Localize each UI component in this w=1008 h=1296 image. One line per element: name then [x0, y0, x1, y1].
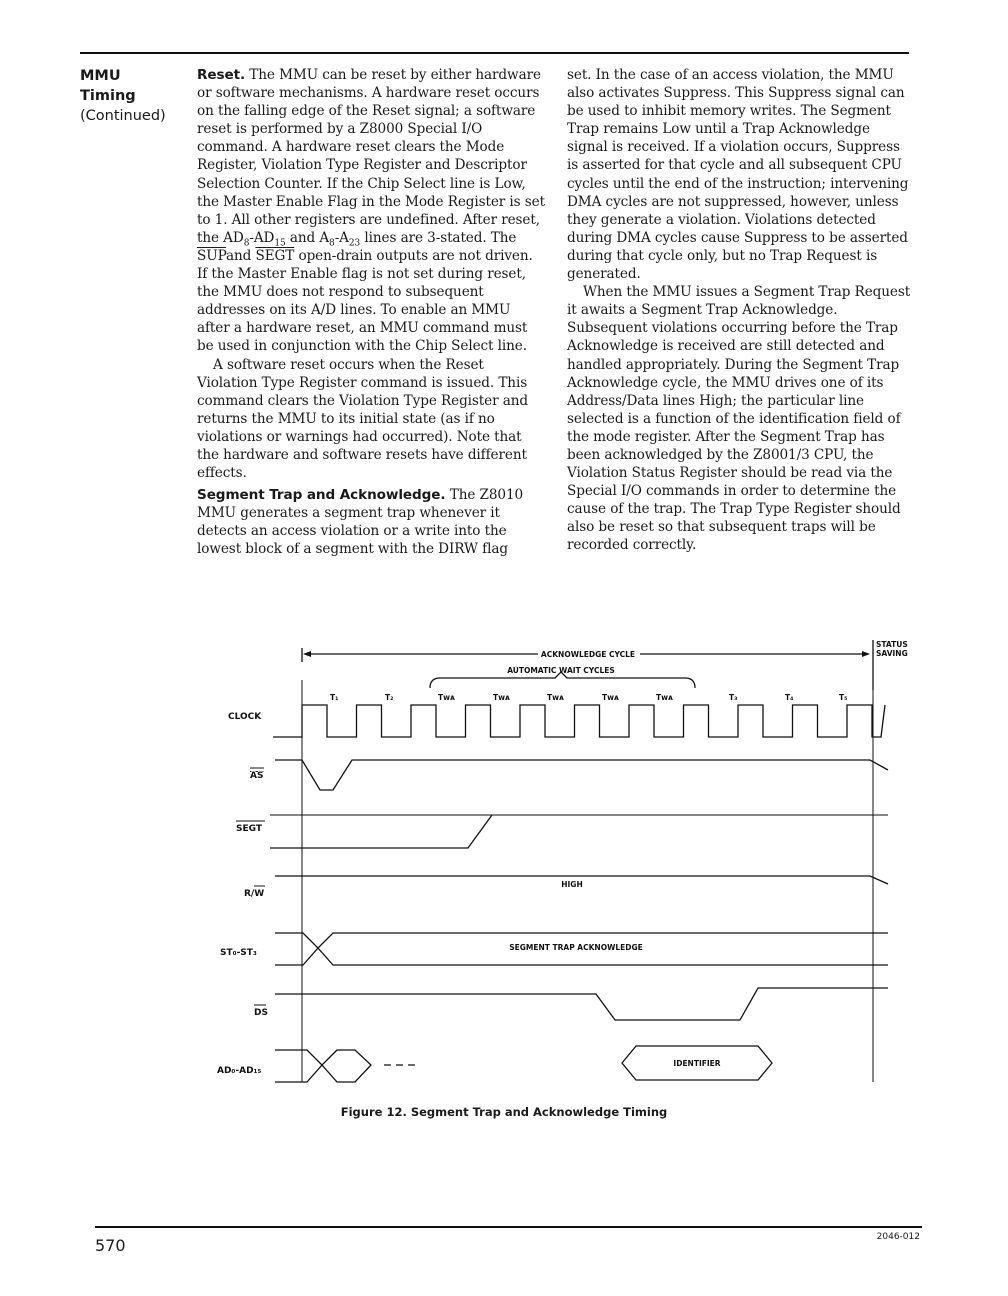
identifier-label: IDENTIFIER [673, 1059, 721, 1068]
ad-waveform-b [322, 1050, 371, 1082]
text-column-right [567, 66, 912, 555]
section-sidebar [80, 66, 190, 126]
reset-heading: Reset. [197, 67, 246, 83]
as-waveform [275, 760, 888, 790]
document-code: 2046-012 [876, 1232, 920, 1242]
sidebar-continued: (Continued) [80, 108, 166, 124]
ds-waveform [275, 988, 888, 1020]
software-reset-paragraph: A software reset occurs when the Reset Violation Type Register command is issued. This command clears the Violation Type Register and returns the MMU to its initial state (as if no violations or warnings had occurred). Note that the hardware and software resets have different effects. [197, 356, 528, 482]
ack-cycle-arrowhead-right [862, 651, 870, 657]
segment-trap-heading: Segment Trap and Acknowledge. [197, 487, 446, 504]
clock-waveform [273, 705, 885, 737]
t5-label: T₅ [839, 693, 848, 702]
segt-label: SEGT [236, 824, 262, 834]
page-number: 570 [95, 1236, 126, 1255]
ack-cycle-label: ACKNOWLEDGE CYCLE [540, 650, 636, 659]
rw-high-label: HIGH [561, 880, 583, 889]
bottom-rule [95, 1226, 922, 1228]
st-waveform-left [275, 933, 318, 965]
auto-wait-brace [430, 672, 695, 688]
twa-label-2: Tᴡᴀ [493, 693, 510, 702]
rw-label: R/W [244, 889, 265, 899]
reset-paragraph: Reset. The MMU can be reset by either hardware or software mechanisms. A hardware reset occurs on the falling edge of the Reset signal; a software reset is performed by a Z8000 Special I/O command. A hardware reset clears the Mode Register, Violation Type Register and Descriptor Selection Counter. If the Chip Select line is Low, the Master Enable Flag in the Mode Register is set to 1. All other registers are undefined. After reset, the $AD_8-AD_{15}$ and $A_8-A_{23}$ lines are 3-stated. The $\overline{SUP}and$ SEGT open-drain outputs are not driven. If the Master Enable flag is not set during reset, the MMU does not respond to subsequent addresses on its A/D lines. To enable an MMU after a hardware reset, an MMU command must be used in conjunction with the Chip Select line. [197, 67, 545, 355]
suppress-paragraph: set. In the case of an access violation, the MMU also activates Suppress. This Suppress signal can be used to inhibit memory writes. The Segment Trap remains Low until a Trap Acknowledge signal is received. If a violation occurs, Suppress is asserted for that cycle and all subsequent CPU cycles until the end of the instruction; intervening DMA cycles are not suppressed, however, unless they generate a violation. Violations detected during DMA cycles cause Suppress to be asserted during that cycle only, but no Trap Request is generated. [567, 67, 909, 283]
sidebar-title-2: Timing [80, 88, 136, 104]
twa-label-5: Tᴡᴀ [656, 693, 673, 702]
trap-request-paragraph: When the MMU issues a Segment Trap Request it awaits a Segment Trap Acknowledge. Subsequent violations occurring before the Trap Acknowledge is received are still detected and handled appropriately. During the Segment Trap Acknowledge cycle, the MMU drives one of its Address/Data lines High; the particular line selected is a function of the identification field of the mode register. After the Segment Trap has been acknowledged by the Z8001/3 CPU, the Violation Status Register should be read via the Special I/O commands in order to determine the cause of the trap. The Trap Type Register should also be reset so that subsequent traps will be recorded correctly. [567, 284, 911, 554]
text-column-left [197, 66, 547, 559]
ack-cycle-arrowhead-left [303, 651, 311, 657]
twa-label-3: Tᴡᴀ [547, 693, 564, 702]
clock-label: CLOCK [228, 712, 262, 722]
ad-label: AD₀-AD₁₅ [217, 1066, 262, 1076]
top-rule [80, 52, 909, 54]
t1-label: T₁ [330, 693, 339, 702]
ad-waveform-a [275, 1050, 322, 1082]
auto-wait-label: AUTOMATIC WAIT CYCLES [507, 666, 615, 675]
status-label: STATUS [876, 640, 908, 649]
st-label: ST₀-ST₃ [220, 948, 257, 958]
twa-label-4: Tᴡᴀ [602, 693, 619, 702]
figure-caption: Figure 12. Segment Trap and Acknowledge Timing [340, 1105, 668, 1119]
ds-label: DS [254, 1008, 268, 1018]
segt-waveform [270, 815, 492, 848]
twa-label-1: Tᴡᴀ [438, 693, 455, 702]
t4-label: T₄ [785, 693, 794, 702]
as-label: AS [250, 771, 264, 781]
segment-trap-paragraph: Segment Trap and Acknowledge. The Z8010 MMU generates a segment trap whenever it detects an access violation or a write into the lowest block of a segment with the DIRW flag [197, 487, 524, 558]
t3-label: T₃ [729, 693, 738, 702]
saving-label: SAVING [876, 649, 908, 658]
sidebar-title-1: MMU [80, 68, 121, 84]
t2-label: T₂ [385, 693, 394, 702]
st-segment-trap-ack-label: SEGMENT TRAP ACKNOWLEDGE [509, 943, 643, 952]
timing-diagram [0, 600, 1008, 1100]
